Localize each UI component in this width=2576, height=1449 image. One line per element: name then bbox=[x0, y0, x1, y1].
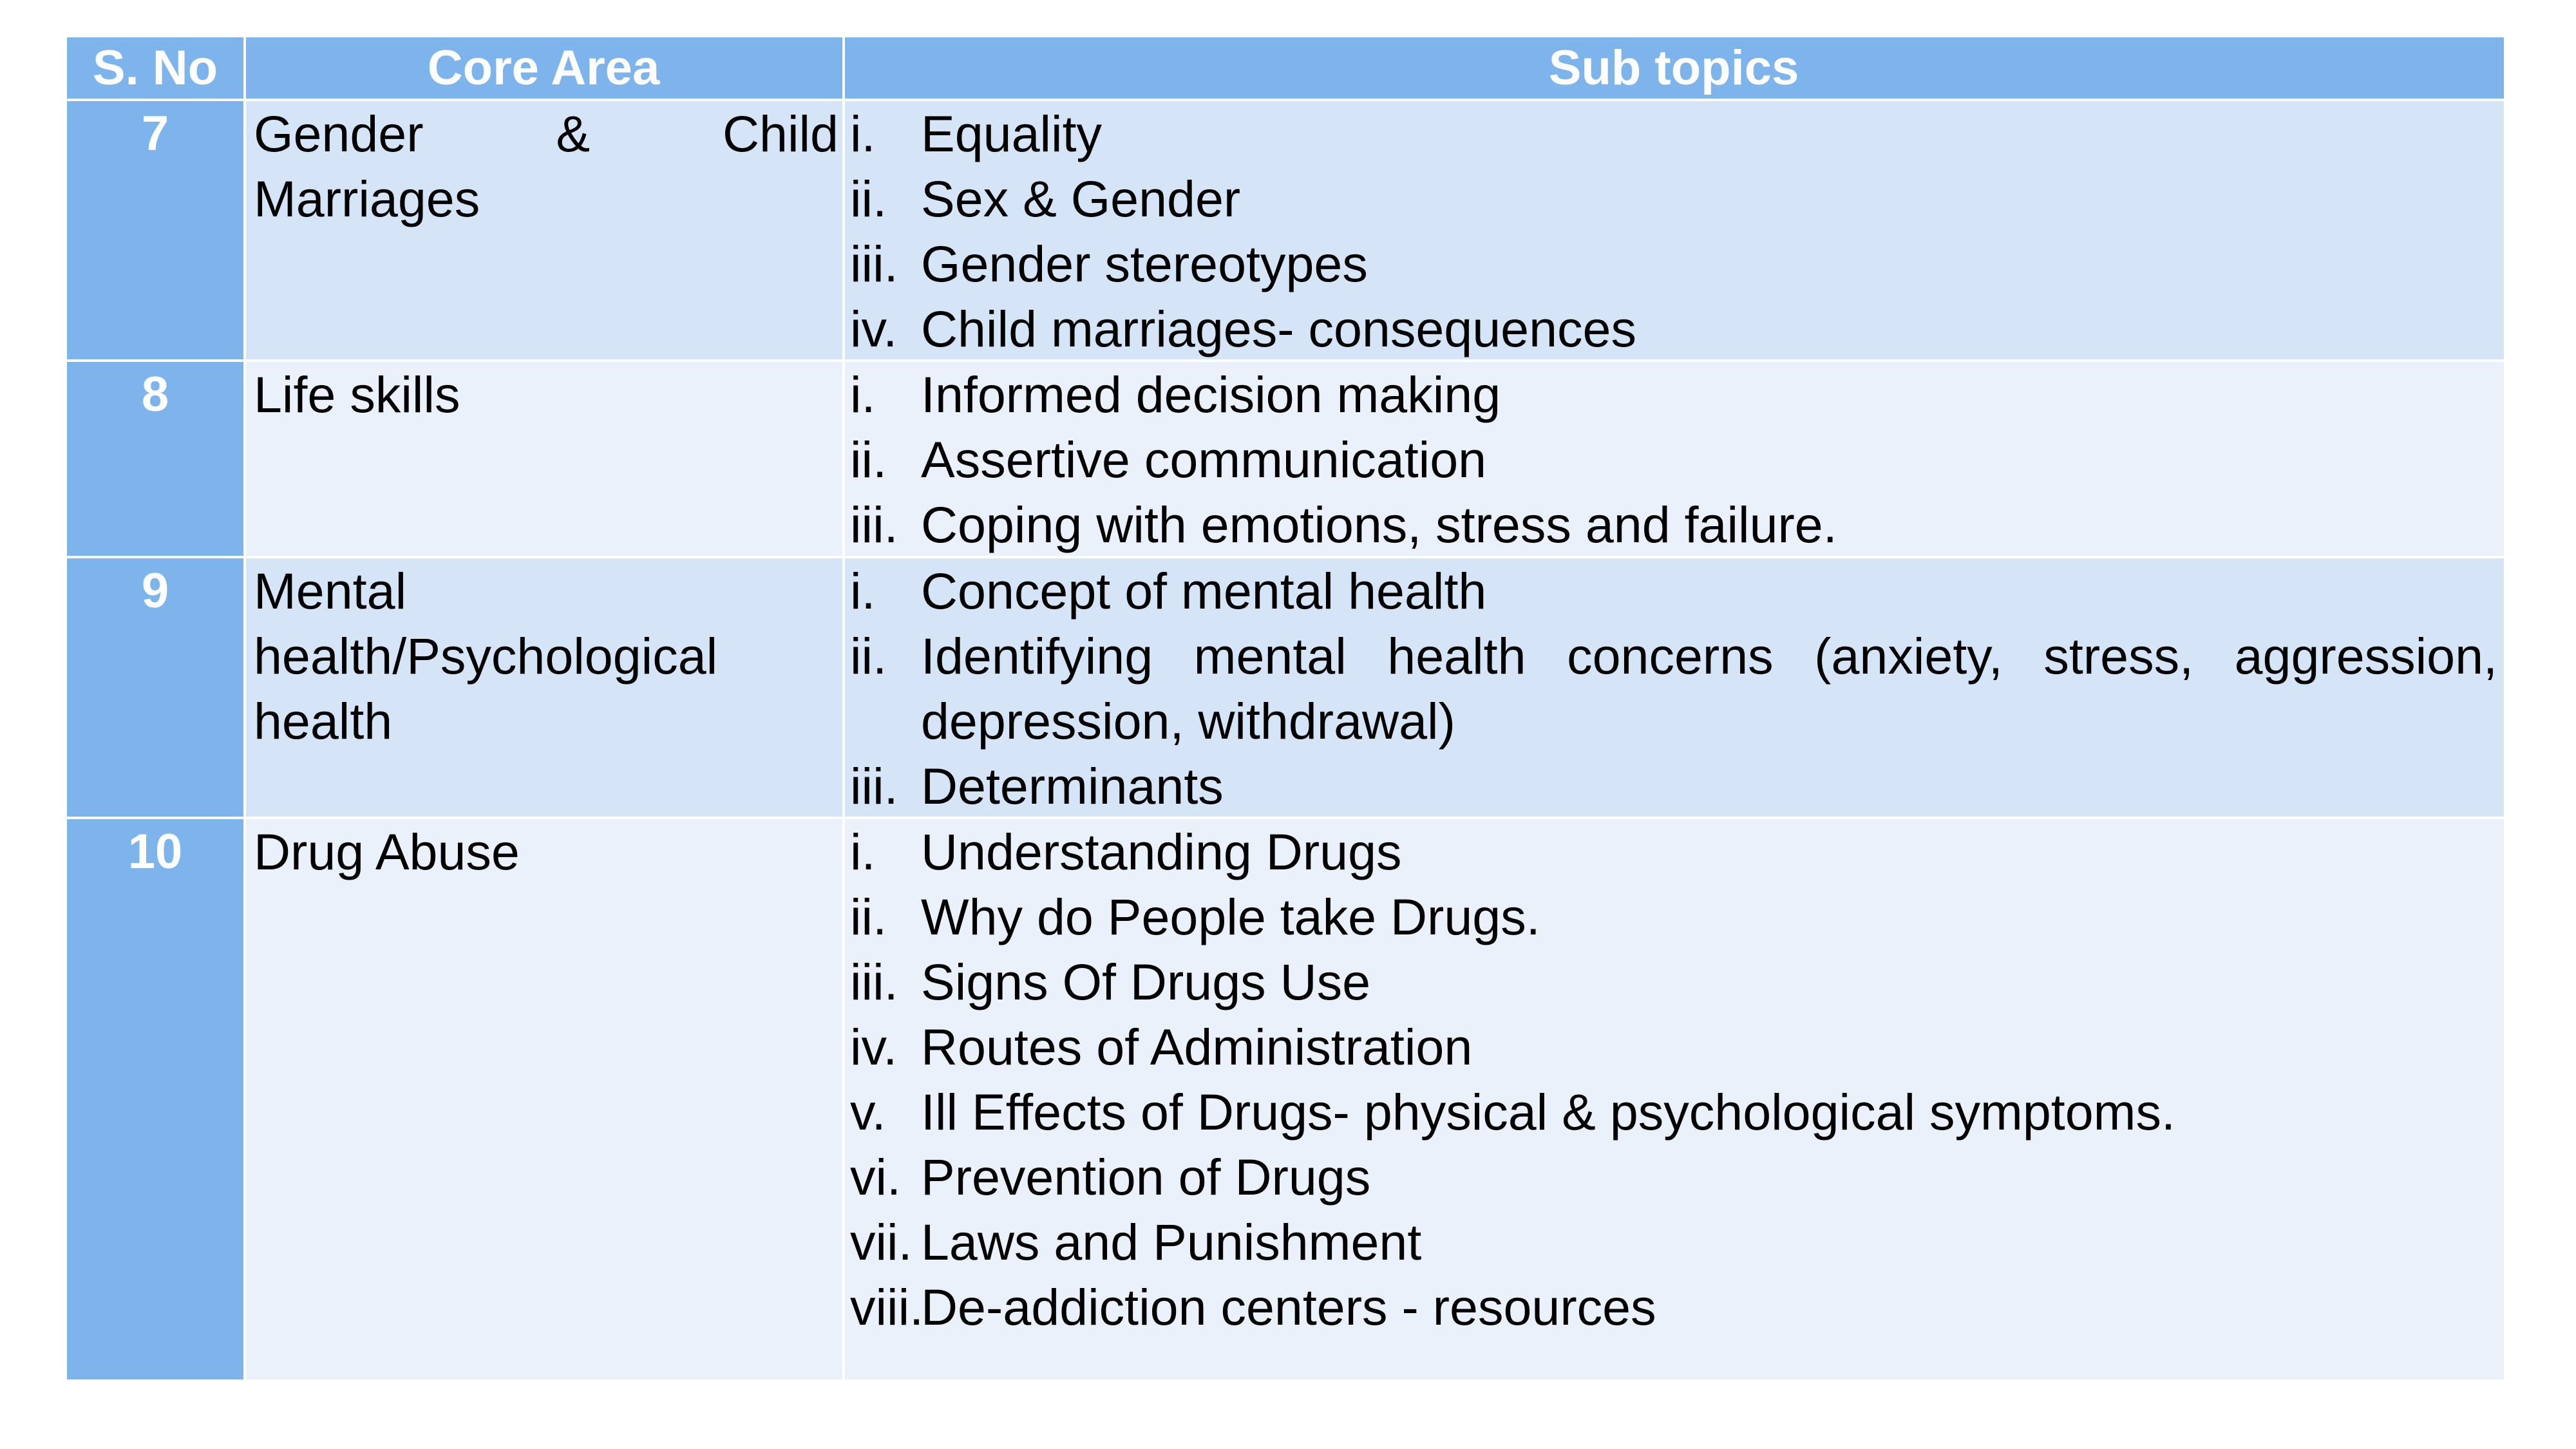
header-sub-topics: Sub topics bbox=[844, 37, 2504, 99]
row-divider bbox=[67, 99, 2504, 101]
list-item-text: Determinants bbox=[921, 757, 1224, 815]
list-item bbox=[845, 427, 2504, 492]
list-item-text: Laws and Punishment bbox=[921, 1213, 1422, 1271]
row-divider bbox=[67, 359, 2504, 362]
list-item bbox=[845, 1014, 2504, 1079]
list-item bbox=[845, 492, 2504, 557]
list-item-number: i. bbox=[850, 823, 876, 880]
list-item bbox=[845, 884, 2504, 949]
list-item bbox=[845, 166, 2504, 231]
core-area-text: Drug Abuse bbox=[254, 823, 520, 880]
column-divider bbox=[243, 37, 246, 1379]
list-item bbox=[845, 623, 2504, 753]
list-item bbox=[845, 231, 2504, 296]
list-item bbox=[845, 362, 2504, 427]
core-area-line bbox=[254, 558, 838, 623]
table-row bbox=[67, 101, 2504, 359]
list-item-number: i. bbox=[850, 105, 876, 162]
row-number: 8 bbox=[67, 362, 243, 556]
core-area-line bbox=[254, 688, 838, 753]
list-item-text: Why do People take Drugs. bbox=[921, 888, 1540, 945]
core-area-text: & bbox=[556, 105, 591, 162]
row-divider bbox=[67, 817, 2504, 819]
list-item-number: iv. bbox=[850, 300, 898, 357]
list-item bbox=[845, 949, 2504, 1014]
list-item-text: Informed decision making bbox=[921, 366, 1501, 423]
list-item bbox=[845, 1079, 2504, 1144]
list-item bbox=[845, 1144, 2504, 1209]
core-area-text: Child bbox=[722, 105, 838, 162]
row-number: 9 bbox=[67, 558, 243, 817]
row-number: 10 bbox=[67, 819, 243, 1379]
list-item-number: ii. bbox=[850, 170, 887, 227]
list-item-number: ii. bbox=[850, 888, 887, 945]
row-number: 7 bbox=[67, 101, 243, 359]
core-area-text: health bbox=[254, 692, 393, 750]
list-item-text: Coping with emotions, stress and failure. bbox=[921, 496, 1837, 553]
list-item-number: i. bbox=[850, 562, 876, 620]
list-item-text: Child marriages- consequences bbox=[921, 300, 1636, 357]
list-item-text: Routes of Administration bbox=[921, 1018, 1473, 1075]
sub-topics-cell bbox=[845, 819, 2504, 1379]
list-item bbox=[845, 296, 2504, 361]
core-area-text: Marriages bbox=[254, 170, 480, 227]
list-item-number: ii. bbox=[850, 431, 887, 488]
list-item-text: Ill Effects of Drugs- physical & psychological symptoms. bbox=[921, 1083, 2175, 1141]
list-item-text: Prevention of Drugs bbox=[921, 1148, 1371, 1206]
list-item-number: ii. bbox=[850, 627, 887, 685]
core-area-cell bbox=[246, 819, 842, 1379]
table-row bbox=[67, 819, 2504, 1379]
core-area-line bbox=[254, 819, 838, 884]
list-item-text: Gender stereotypes bbox=[921, 235, 1368, 292]
list-item-text: Signs Of Drugs Use bbox=[921, 953, 1371, 1010]
core-area-line bbox=[254, 101, 838, 166]
core-area-line bbox=[254, 623, 838, 688]
core-area-text: Mental bbox=[254, 562, 407, 620]
row-divider bbox=[67, 556, 2504, 558]
core-area-text: health/Psychological bbox=[254, 627, 718, 685]
column-divider bbox=[842, 37, 845, 1379]
table-row bbox=[67, 558, 2504, 817]
list-item-text: Understanding Drugs bbox=[921, 823, 1402, 880]
list-item-number: v. bbox=[850, 1083, 886, 1141]
list-item-text: Concept of mental health bbox=[921, 562, 1487, 620]
list-item-text: Assertive communication bbox=[921, 431, 1487, 488]
list-item-number: vi. bbox=[850, 1148, 901, 1206]
list-item bbox=[845, 1274, 2504, 1340]
list-item bbox=[845, 753, 2504, 819]
sub-topics-cell bbox=[845, 101, 2504, 359]
core-area-line bbox=[254, 166, 838, 231]
list-item bbox=[845, 1209, 2504, 1274]
core-area-cell bbox=[246, 362, 842, 556]
core-area-cell bbox=[246, 558, 842, 817]
list-item-number: iv. bbox=[850, 1018, 898, 1075]
list-item-text: Equality bbox=[921, 105, 1103, 162]
list-item-number: vii. bbox=[850, 1213, 913, 1271]
header-core-area: Core Area bbox=[243, 37, 844, 99]
sub-topics-cell bbox=[845, 362, 2504, 556]
list-item-text: Sex & Gender bbox=[921, 170, 1241, 227]
list-item-number: viii. bbox=[850, 1278, 924, 1336]
header-sno: S. No bbox=[67, 37, 243, 99]
list-item bbox=[845, 558, 2504, 623]
core-area-line bbox=[254, 362, 838, 427]
list-item bbox=[845, 819, 2504, 884]
list-item-number: iii. bbox=[850, 757, 898, 815]
list-item-number: iii. bbox=[850, 496, 898, 553]
list-item-number: iii. bbox=[850, 235, 898, 292]
core-area-text: Life skills bbox=[254, 366, 460, 423]
core-area-cell bbox=[246, 101, 842, 359]
list-item bbox=[845, 101, 2504, 166]
list-item-text: De-addiction centers - resources bbox=[921, 1278, 1656, 1336]
list-item-number: i. bbox=[850, 366, 876, 423]
table-row bbox=[67, 362, 2504, 556]
core-area-text: Gender bbox=[254, 105, 424, 162]
list-item-number: iii. bbox=[850, 953, 898, 1010]
sub-topics-cell bbox=[845, 558, 2504, 817]
list-item-text: Identifying mental health concerns (anxiety, stress, aggression, depression, withdrawal) bbox=[921, 627, 2497, 750]
